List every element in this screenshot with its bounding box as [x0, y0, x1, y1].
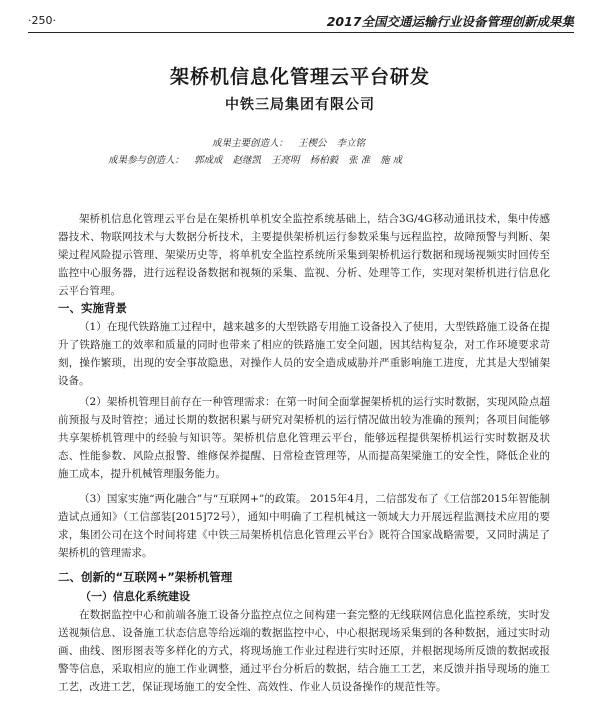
- section-heading-background: 一、实施背景: [58, 301, 127, 315]
- participant-creators: [108, 152, 412, 166]
- background-paragraph-1: （1）在现代铁路施工过程中，越来越多的大型铁路专用施工设备投入了使用，大型铁路施工设备在提升了铁路施工的效率和质量的同时也带来了相应的铁路施工安全问题，因其结构复杂，对工作环境要求苛刻，操作繁琐，出现的安全事故隐患，对操作人员的安全造成威胁并严重影响施工进度，尤其是大型铺架设备。: [58, 321, 550, 387]
- info-system-paragraph: 在数据监控中心和前端各施工设备分监控点位之间构建一套完整的无线联网信息化监控系统，实时发送视频信息、设备施工状态信息等给远端的数据监控中心，中心根据现场采集到的各种数据，通过实时动画、曲线、图形图表等多样化的方式，将现场施工作业过程进行实时还原，并根据现场所反馈的数据或报警等信息，采取相应的施工作业调整，通过平台分析后的数据，结合施工工艺，来反馈并指导现场的施工工艺，改进工艺，保证现场施工的安全性、高效性、作业人员设备操作的规范性等。: [58, 609, 550, 693]
- main-creators-label: 成果主要创造人：: [212, 138, 289, 149]
- participant-name: 杨柏毅: [309, 155, 339, 166]
- page-number: ·250·: [28, 14, 56, 27]
- section-heading-innovation: 二、创新的“互联网+”架桥机管理: [58, 570, 233, 584]
- abstract-paragraph: 架桥机信息化管理云平台是在架桥机单机安全监控系统基础上，结合3G/4G移动通讯技术，集中传感器技术、物联网技术与大数据分析技术，主要提供架桥机运行参数采集与远程监控，故障预警与判断、架梁过程风险提示管理、架梁历史等，将单机安全监控系统所采集到架桥机运行数据和现场视频实时回传至监控中心服务器，进行远程设备数据和视频的采集、监视、分析、处理等工作，实现对架桥机进行信息化云平台管理。: [58, 213, 550, 297]
- participant-name: 赵继凯: [232, 155, 262, 166]
- participant-name: 张 准: [348, 155, 371, 166]
- article-title: 架桥机信息化管理云平台研发: [169, 66, 430, 88]
- creator-name: 王楔公: [298, 138, 327, 149]
- organization: 中铁三局集团有限公司: [225, 97, 375, 113]
- participant-name: 郭成成: [194, 155, 223, 166]
- background-paragraph-2: （2）架桥机管理目前存在一种管理需求：在第一时间全面掌握架桥机的运行实时数据，实现风险点超前预报与及时管控；通过长期的数据积累与研究对架桥机的运行情况做出较为准确的预判；各项目间能够共享架桥机管理中的经验与知识等。架桥机信息化管理云平台，能够远程提供架桥机运行实时数据及状态、性能参数、风险点报警、维修保养提醒、日常检查管理等，从而提高架梁施工的安全性，降低企业的施工成本，提升机械管理服务能力。: [58, 396, 550, 480]
- running-title: 2017全国交通运输行业设备管理创新成果集: [326, 14, 574, 29]
- participant-name: 施 成: [380, 155, 403, 166]
- creator-name: 李立铭: [336, 138, 366, 149]
- subsection-heading-info-system: （一）信息化系统建设: [80, 590, 190, 603]
- background-paragraph-3: （3）国家实施“两化融合”与“互联网+”的政策。 2015年4月，二信部发布了《工信部2015年智能制造试点通知》（工信部装[2015]72号），通知中明确了工程机械这一领域大力开展远程监测技术应用的要求，集团公司在这个时间将建《中铁三局架桥机信息化管理云平台》既符合国家战略需要，又同时满足了架桥机的管理需求。: [58, 493, 550, 559]
- participants-label: 成果参与创造人：: [108, 155, 185, 166]
- participant-name: 王亮明: [271, 155, 300, 166]
- main-creators: [212, 135, 375, 149]
- page-header: [28, 10, 574, 33]
